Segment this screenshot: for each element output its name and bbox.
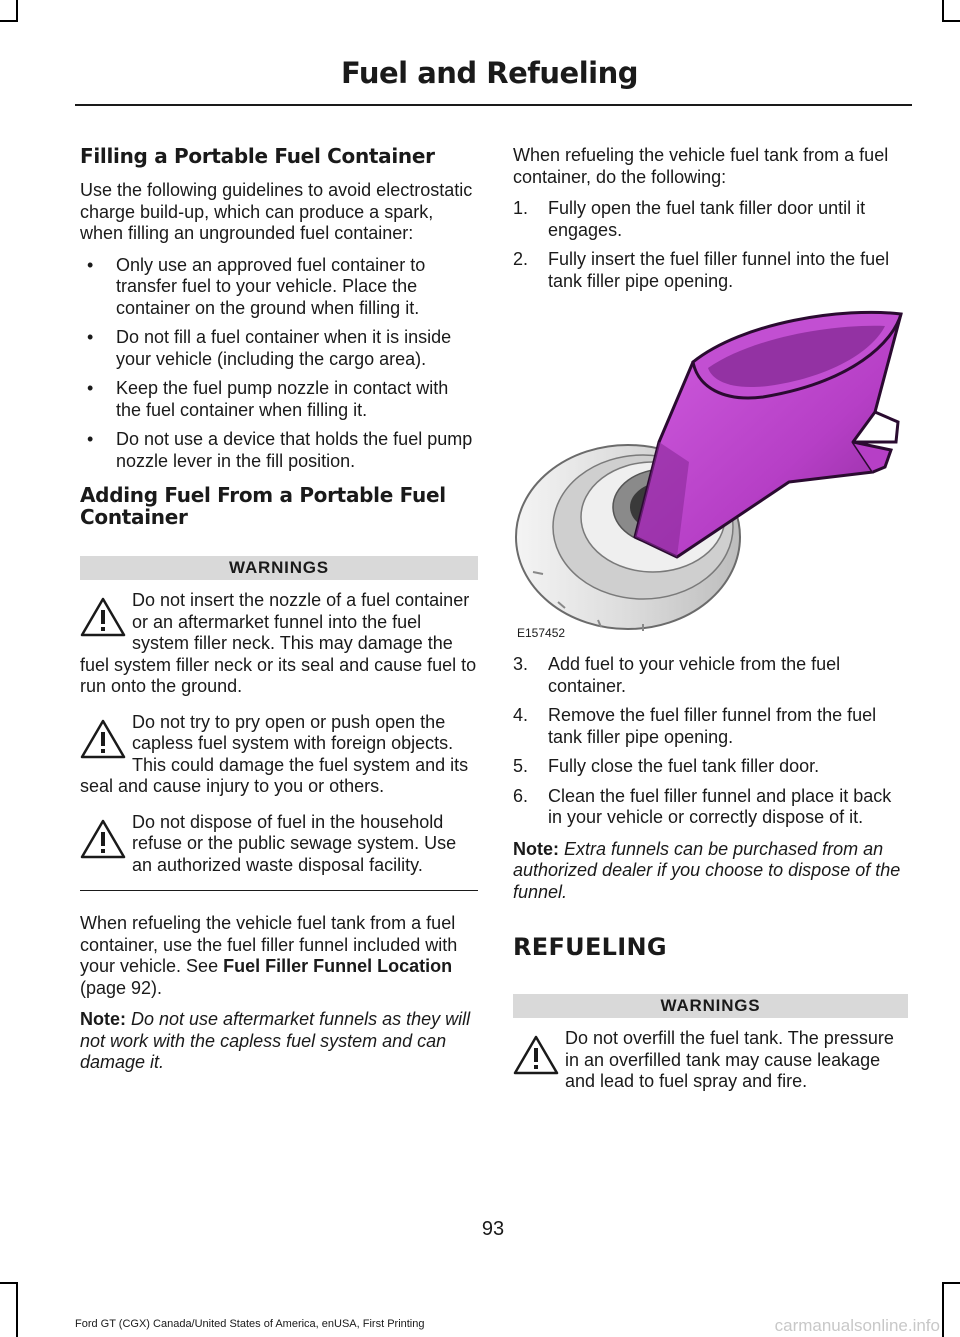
crop-mark — [942, 20, 960, 22]
publication-info: Ford GT (CGX) Canada/United States of America, enUSA, First Printing — [75, 1318, 425, 1330]
bullet: • — [87, 429, 94, 449]
right-column — [513, 145, 908, 1107]
warnings-header: WARNINGS — [80, 556, 478, 580]
list-item: 3. Add fuel to your vehicle from the fuel container. — [513, 654, 841, 696]
bullet: • — [87, 327, 94, 347]
warning-triangle-icon — [513, 1034, 559, 1076]
list-item: • Only use an approved fuel container to transfer fuel to your vehicle. Place the container on the ground when filling it. — [87, 254, 426, 318]
warning-triangle-icon — [80, 596, 126, 638]
crop-mark — [942, 1282, 960, 1284]
page-title: Fuel and Refueling — [340, 56, 638, 90]
list-item: 4. Remove the fuel filler funnel from the fuel tank filler pipe opening. — [513, 705, 877, 747]
warning-item: Do not overfill the fuel tank. The pressure in an overfilled tank may cause leakage and lead to fuel spray and fire. — [513, 1028, 908, 1093]
list-item: 1. Fully open the fuel tank filler door until it engages. — [513, 198, 866, 240]
section-title-adding-fuel: Adding Fuel From a Portable Fuel Container — [80, 483, 446, 529]
page-number: 93 — [481, 1218, 505, 1240]
procedure-intro: When refueling the vehicle fuel tank from a fuel container, do the following: — [513, 145, 889, 187]
list-item: • Do not fill a fuel container when it is inside your vehicle (including the cargo area). — [87, 327, 452, 369]
crop-mark — [16, 0, 18, 22]
warning-item: Do not dispose of fuel in the household refuse or the public sewage system. Use an authorized waste disposal facility. — [80, 812, 478, 877]
watermark: carmanualsonline.info — [774, 1316, 940, 1335]
warning-item: Do not try to pry open or push open the capless fuel system with foreign objects. This could damage the fuel system and its seal and cause injury to you or others. — [80, 711, 469, 796]
list-item: 5. Fully close the fuel tank filler door. — [513, 756, 820, 776]
list-item: • Keep the fuel pump nozzle in contact with the fuel container when filling it. — [87, 378, 449, 420]
cross-reference-link[interactable]: Fuel Filler Funnel Location — [223, 956, 453, 976]
section-title-refueling: REFUELING — [513, 933, 667, 961]
crop-mark — [16, 1282, 18, 1337]
section-title-portable-container: Filling a Portable Fuel Container — [80, 144, 435, 168]
crop-mark — [0, 1282, 18, 1284]
funnel-illustration — [513, 302, 908, 642]
bullet: • — [87, 254, 94, 275]
steps-list — [513, 198, 908, 292]
list-item: 6. Clean the fuel filler funnel and place it back in your vehicle or correctly dispose of it. — [513, 785, 892, 827]
crop-mark — [942, 0, 944, 22]
warnings-end-rule — [80, 890, 478, 891]
crop-mark — [0, 20, 18, 22]
crop-mark — [942, 1282, 944, 1337]
warning-item: Do not insert the nozzle of a fuel container or an aftermarket funnel into the fuel system filler neck. This may damage the fuel system filler neck or its seal and cause fuel to run onto the ground. — [80, 590, 477, 696]
list-item: • Do not use a device that holds the fuel pump nozzle lever in the fill position. — [87, 429, 473, 471]
figure-code: E157452 — [517, 626, 566, 640]
guidelines-list — [80, 255, 478, 473]
header-rule — [75, 104, 912, 106]
note-paragraph: Note: Do not use aftermarket funnels as they will not work with the capless fuel system and can damage it. — [80, 1009, 471, 1072]
funnel-shape — [635, 312, 901, 557]
funnel-paragraph: When refueling the vehicle fuel tank from a fuel container, use the fuel filler funnel included with your vehicle. See Fuel Filler Funnel Location (page 92). — [80, 913, 458, 998]
note-paragraph: Note: Extra funnels can be purchased from an authorized dealer if you choose to dispose of the funnel. — [513, 838, 901, 902]
warnings-header: WARNINGS — [513, 994, 908, 1018]
intro-paragraph: Use the following guidelines to avoid electrostatic charge build-up, which can produce a spark, when filling an ungrounded fuel container: — [80, 180, 473, 243]
fuel-funnel-image — [513, 302, 908, 642]
warning-triangle-icon — [80, 818, 126, 860]
warning-triangle-icon — [80, 718, 126, 760]
left-column — [80, 145, 478, 1084]
bullet: • — [87, 378, 94, 398]
list-item: 2. Fully insert the fuel filler funnel into the fuel tank filler pipe opening. — [513, 249, 890, 291]
steps-list — [513, 654, 908, 829]
